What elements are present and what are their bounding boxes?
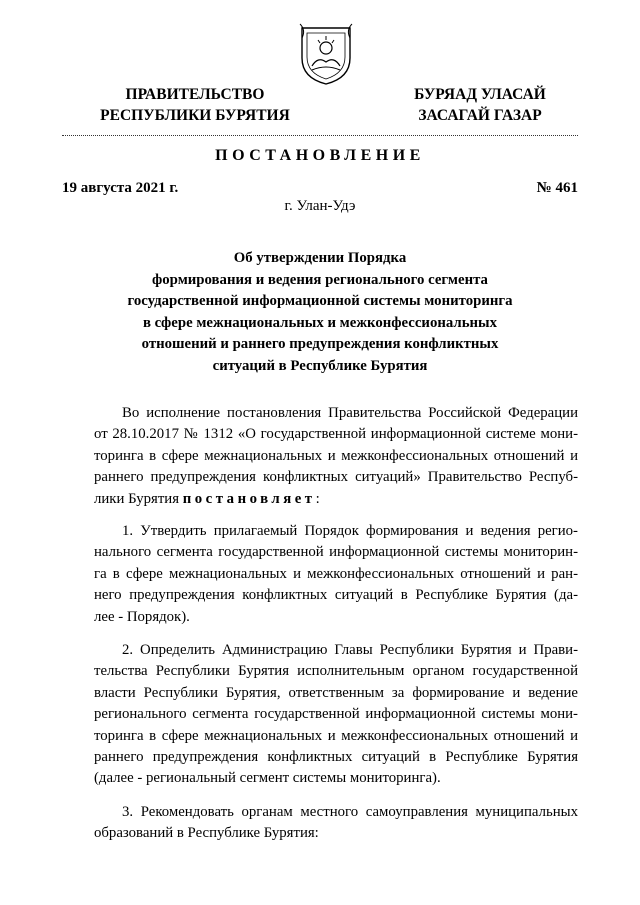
preamble (94, 403, 578, 510)
title-line: в сфере межнациональных и межконфессиональных (142, 314, 498, 331)
item-line: раннего предупреждения конфликтных ситуаций в Республике Бурятия (94, 749, 578, 766)
item-line: власти Республики Бурятия, ответственным за формирование и ведение (94, 684, 578, 701)
item-line: торинга в сфере межнациональных и межконфессиональных отношений и (94, 727, 578, 744)
title-line: государственной информационной системы мониторинга (127, 293, 513, 309)
preamble-line: от 28.10.2017 № 1312 «О государственной информационной системе мони- (94, 426, 578, 443)
item-line: нального сегмента государственной информационной системы мониторин- (94, 544, 578, 561)
item-line: образований в Республике Бурятия: (94, 825, 319, 842)
document-date: 19 августа 2021 г. (62, 180, 179, 196)
item-line: регионального сегмента государственной информационной системы мони- (94, 706, 578, 723)
item-line: него предупреждения конфликтных ситуаций в Республике Бурятия (да- (94, 587, 578, 604)
document-city: г. Улан-Удэ (284, 198, 356, 214)
title-line: формирования и ведения регионального сегмента (152, 271, 488, 288)
item-line: тельства Республики Бурятия исполнительным органом государственной (94, 663, 578, 680)
header-left (90, 84, 300, 126)
coat-of-arms-icon (298, 22, 354, 86)
preamble-line: торинга в сфере межнациональных и межконфессиональных отношений и (94, 447, 578, 464)
title-line: отношений и раннего предупреждения конфликтных (141, 336, 499, 352)
title-line: Об утверждении Порядка (233, 250, 407, 266)
preamble-last-line (94, 489, 578, 510)
item-3 (94, 802, 578, 845)
item-line: 2. Определить Администрацию Главы Республики Бурятия и Прави- (122, 642, 578, 658)
header-left-line-1: ПРАВИТЕЛЬСТВО (125, 86, 265, 103)
item-1 (94, 521, 578, 628)
item-line: 1. Утвердить прилагаемый Порядок формирования и ведения регио- (122, 523, 578, 539)
preamble-line: Во исполнение постановления Правительства Российской Федерации (122, 405, 578, 421)
item-line: 3. Рекомендовать органам местного самоуправления муниципальных (122, 804, 578, 820)
document-title (110, 248, 530, 377)
document-number: № 461 (536, 180, 578, 196)
title-line: ситуаций в Республике Бурятия (212, 357, 428, 374)
header-right-line-1: БУРЯАД УЛАСАЙ (414, 86, 546, 103)
preamble-suffix: : (315, 490, 320, 507)
item-line: (далее - региональный сегмент системы мониторинга). (94, 770, 441, 787)
header-right-line-2: ЗАСАГАЙ ГАЗАР (418, 107, 542, 124)
item-line: га в сфере межнациональных и межконфессиональных отношений и ран- (94, 565, 578, 582)
header-divider (62, 135, 578, 136)
item-line: лее - Порядок). (94, 608, 190, 625)
document-type: ПОСТАНОВЛЕНИЕ (215, 147, 425, 164)
preamble-prefix: лики Бурятия (94, 490, 183, 507)
item-2 (94, 640, 578, 790)
header-right (390, 84, 570, 126)
preamble-line: раннего предупреждения конфликтных ситуаций» Правительство Респуб- (94, 469, 578, 486)
header-left-line-2: РЕСПУБЛИКИ БУРЯТИЯ (100, 107, 290, 124)
resolves-word: постановляет (182, 490, 316, 507)
